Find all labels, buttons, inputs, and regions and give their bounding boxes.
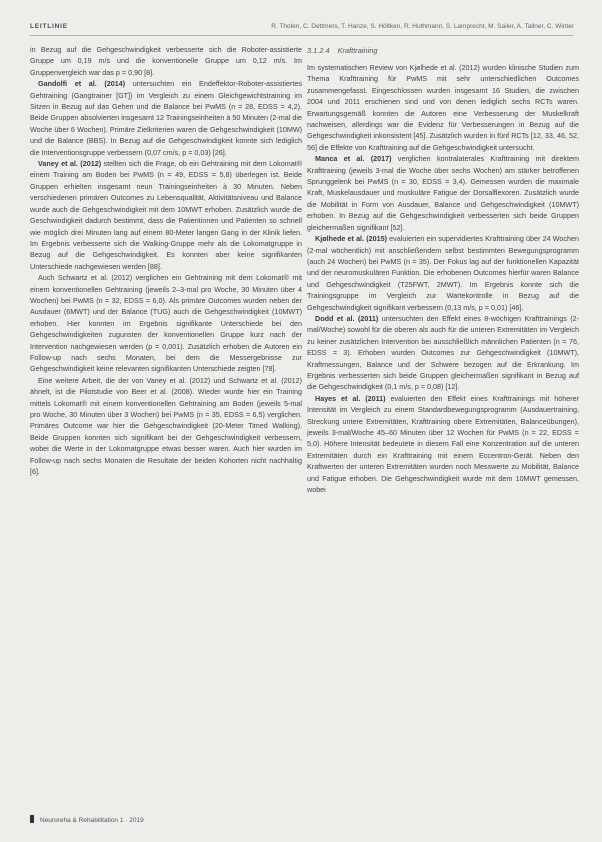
paragraph — [307, 313, 579, 393]
right-column — [307, 44, 579, 754]
paragraph — [307, 393, 579, 496]
paragraph-text: Eine weitere Arbeit, die der von Vaney et al. (2012) und Schwartz et al. (2012) ähnelt, ist die Pilotstudie von Beer et al. (2008). Wieder wurde hier ein Training mittels Lokomat® mit einem konventionellen Gehtraining am Boden (jeweils 5-mal pro Woche, 30 Minuten über 3 Wochen) bei PwMS (n = 35, EDSS = 6,5) verglichen. Primäres Outcome war hier die Gehgeschwindigkeit (20-Meter Timed Walking). Beide Gruppen konnten sich signifikant bei der Gehgeschwindigkeit verbessern, wobei die Werte in der Lokomatgruppe etwas besser waren. Auch hier wurden im Follow-up nach sechs Monaten die Resultate der beiden Kohorten nicht nachhaltig [6]. — [30, 375, 302, 477]
page-footer — [30, 815, 144, 824]
citation-lead: Kjølhede et al. (2015) — [315, 234, 387, 244]
paragraph-text: stellten sich die Frage, ob ein Gehtraining mit dem Lokomat® einem Training am Boden bei PwMS (n = 49, EDSS = 5,8) überlegen ist. Beide Gruppen erhielten insgesamt neun Trainingseinheiten à 30 Minuten. Neben verschiedenen primären Outcomes zu Lebensqualität, Aktivitätsniveau und Balance wurde auch die Gehgeschwindigkeit mit dem 10MWT erhoben. Zusätzlich wurde die Geschwindigkeit dadurch bestimmt, dass die Patientinnen und Patienten so schnell wie möglich drei Minuten lang auf einem 80-Meter langen Gang in der Klinik liefen. Im Ergebnis verbesserte sich die Walking-Gruppe mehr als die Lokomatgruppe in Bezug auf die Gehgeschwindigkeit. Es konnten aber keine signifikanten Unterschiede nachgewiesen werden [88]. — [30, 159, 302, 271]
citation-lead: Dodd et al. (2011) — [315, 313, 379, 323]
author-list: R. Tholen, C. Dettmers, T. Hanze, S. Höltken, R. Huthmann, S. Lamprecht, M. Sailer, A. Tallner, C. Winter — [271, 23, 574, 30]
paragraph-text: Im systematischen Review von Kjølhede et al. (2012) wurden klinische Studien zum Thema Krafttraining für PwMS mit sehr unterschiedlichen Outcomes zusammengefasst. Eingeschlossen wurden insgesamt 16 Studien, die zwischen 2004 und 2011 erschienen sind und von denen lediglich sechs RCTs waren. Erwartungsgemäß konnten die Autoren eine Verbesserung der Muskelkraft nachweisen, allerdings war die Evidenz für Verbesserungen in Bezug auf die Gehgeschwindigkeit inkonsistent [45]. Zusätzlich wurden in fünf RCTs [12, 33, 46, 52, 56] die Effekte von Krafttraining auf die Gehgeschwindigkeit untersucht. — [307, 63, 579, 152]
subsection-number: 3.1.2.4 — [307, 46, 330, 55]
page-header — [30, 21, 574, 36]
citation-lead: Gandolfi et al. (2014) — [38, 79, 126, 89]
paragraph — [307, 62, 579, 153]
paragraph — [30, 375, 302, 478]
paragraph-text: untersuchten ein Endeffektor-Roboter-assistiertes Gehtraining (Gangtrainer [GT]) im Vergleich zu einem Gleichgewichtstraining im Sitzen in Bezug auf das Gehen und die Balance bei PwMS (n = 28, EDSS = 4,2). Beide Gruppen absolvierten insgesamt 12 Trainingseinheiten à 50 Minuten (2-mal die Woche über 6 Wochen). Primäre Zielkriterien waren die Gehgeschwindigkeit (10MW) und die Balance (BBS). In Bezug auf die Gehgeschwindigkeit konnte sich lediglich die Interventionsgruppe verbessern (0,07 cm/s, p = 0,03) [26]. — [30, 79, 302, 157]
paragraph-text: evaluierten den Effekt eines Krafttrainings mit höherer Intensität im Vergleich zu einem Standardbewegungsprogramm (Ausdauertraining, Streckung untere Extremitäten, Krafttraining obere Extremitäten, Balanceübungen), jeweils 3-mal/Woche 45–60 Minuten über 12 Wochen für PwMS (n = 22, EDSS = 5,0). Höhere Intensität bedeutete in diesem Fall eine Konzentration auf die unteren Extremitäten durch ein Krafttraining mit einem Eccentron-Gerät. Neben den Kraftwerten der unteren Extremitäten wurden noch Messwerte zu Mobilität, Balance und Fatigue erhoben. Die Gehgeschwindigkeit wurde mit dem 10MWT gemessen, wobei — [307, 393, 579, 495]
paragraph — [30, 44, 302, 78]
paragraph-text: in Bezug auf die Gehgeschwindigkeit verbesserte sich die Roboter-assistierte Gruppe um 0,19 m/s und die konventionelle Gruppe um 0,12 m/s. Im Gruppenvergleich war das p = 0,90 [8]. — [30, 45, 302, 77]
citation-lead: Hayes et al. (2011) — [315, 393, 386, 403]
paragraph-text: evaluierten ein supervidiertes Krafttraining über 24 Wochen (2-mal wöchentlich) mit anschließendem selbst bestimmten Bewegungsprogramm (auch 24 Wochen) bei PwMS (n = 35). Der Fokus lag auf der funktionellen Kapazität und der neuromuskulären Funktion. Die erhobenen Outcomes hierfür waren Balance und Gehgeschwindigkeit (T25FWT, 2MWT). Im Ergebnis konnte sich die Trainingsgruppe im Vergleich zur Wartekontrolle in Bezug auf die Gehgeschwindigkeit signifikant verbessern (0,13 m/s, p = 0,01) [46]. — [307, 234, 579, 312]
paragraph-text: untersuchten den Effekt eines 8-wöchigen Krafttrainings (2-mal/Woche) sowohl für die oberen als auch für die unteren Extremitäten im Vergleich zu keiner zusätzlichen Intervention bei ausschließlich männlichen Patienten (n = 76, EDSS = 3). Erhoben wurden Outcomes zur Gehgeschwindigkeit (10MWT), Kraftmessungen, Balance und der Schwere bezogen auf die Erkrankung. Im Ergebnis verbesserten sich beide Gruppen gleichermaßen signifikant in Bezug auf die Gehgeschwindigkeit (0,1 m/s, p = 0,08) [12]. — [307, 313, 579, 392]
subsection-title: Krafttraining — [337, 46, 378, 55]
journal-name: Neuroreha & Rehabilitation 1 · 2019 — [40, 817, 144, 824]
subsection-heading — [307, 45, 579, 56]
section-label: LEITLINIE — [30, 23, 68, 30]
paragraph — [307, 233, 579, 313]
citation-lead: Vaney et al. (2012) — [38, 159, 102, 169]
citation-lead: Manca et al. (2017) — [315, 154, 392, 164]
paragraph-text: Auch Schwartz et al. (2012) verglichen ein Gehtraining mit dem Lokomat® mit einem konventionellen Gehtraining (jeweils 2–3-mal pro Woche, 30 Minuten über 4 Wochen) bei PwMS (n = 32, EDSS = 6,0). Als primäre Outcomes wurden neben der Ausdauer (6MWT) und der Balance (TUG) auch die Gehgeschwindigkeit (10MWT) erhoben. Hier konnten im Ergebnis signifikante Unterschiede bei den Gehgeschwindigkeiten zugunsten der konventionellen Gruppe kurz nach der Intervention nachgewiesen werden (p = 0,001). Zusätzlich erhoben die Autoren ein Follow-up nach sechs Monaten, bei dem die Messergebnisse zur Gehgeschwindigkeit keine relevanten signifikanten Unterschiede zeigten [78]. — [30, 273, 302, 374]
left-column — [30, 44, 302, 754]
paragraph — [307, 153, 579, 233]
paragraph — [30, 158, 302, 272]
paragraph — [30, 78, 302, 158]
paragraph — [30, 272, 302, 375]
footer-mark-icon — [30, 815, 34, 823]
paragraph-text: verglichen kontralaterales Krafttraining mit direktem Krafttraining (jeweils 3-mal die Woche über sechs Wochen) am stärker betroffenen Sprunggelenk bei PwMS (n = 30, EDSS = 3,4). Gemessen wurden die maximale Kraft, Muskelausdauer und muskuläre Fatigue der Dorsalflexoren. Zusätzlich wurde die Mobilität in Form von Ausdauer, Balance und Gehgeschwindigkeit (10MWT) erhoben. In Bezug auf die Gehgeschwindigkeit verbesserten sich beide Gruppen gleichermaßen signifikant [52]. — [307, 154, 579, 232]
